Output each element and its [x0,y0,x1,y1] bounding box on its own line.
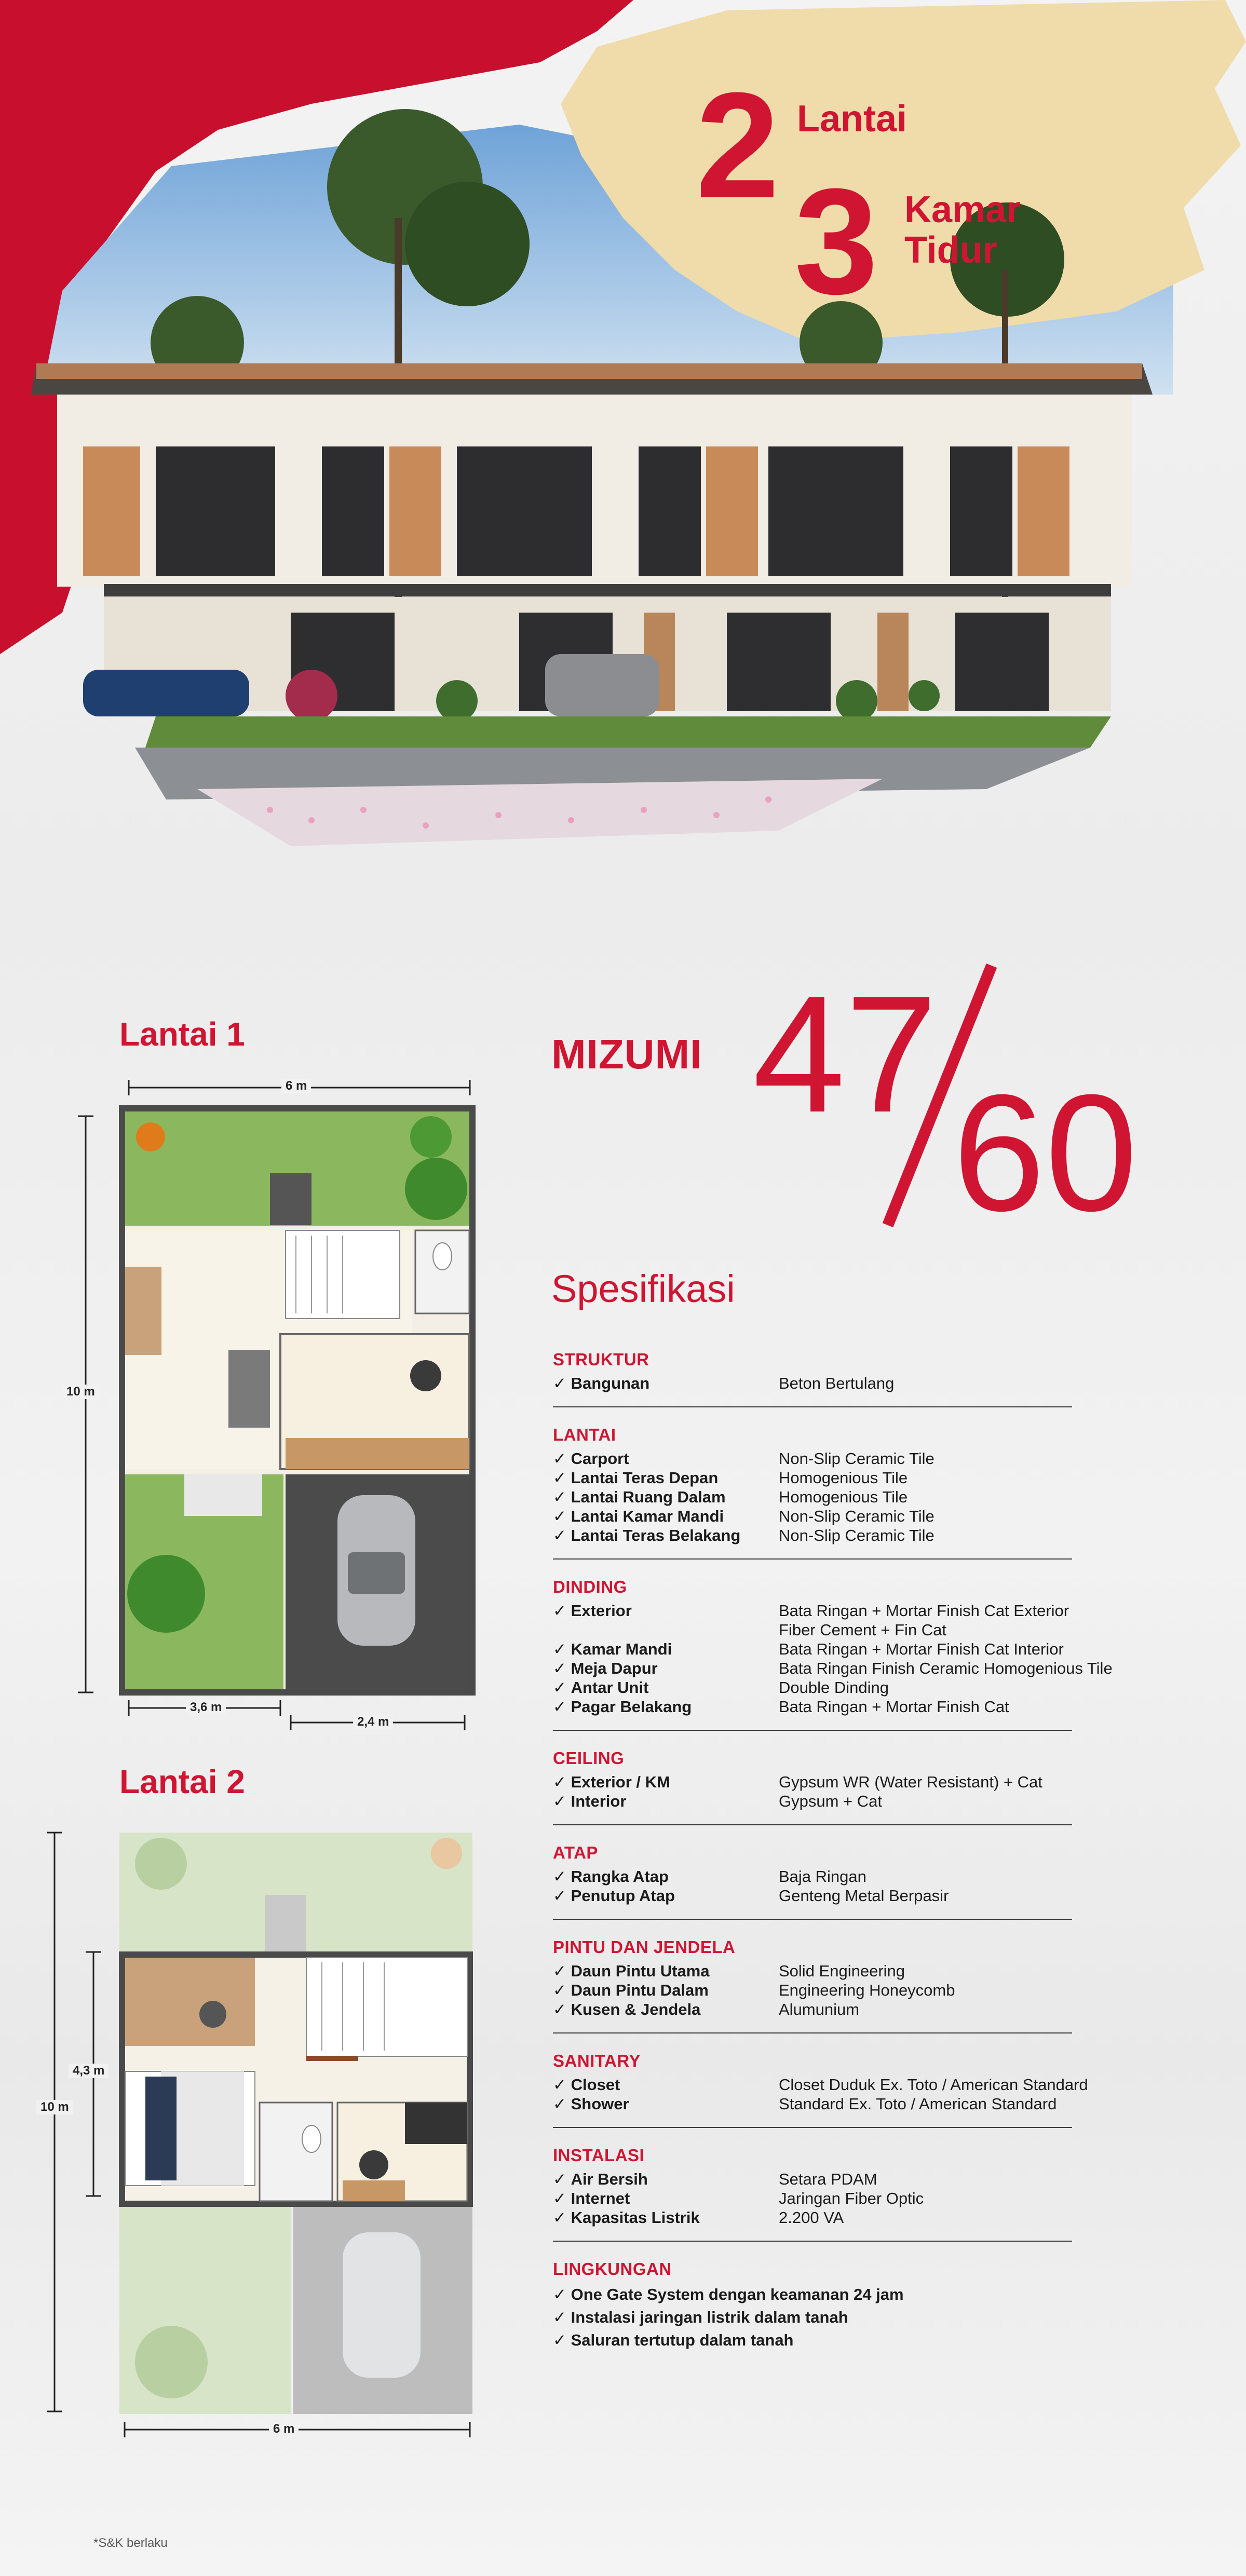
spec-value: Homogenious Tile [779,1469,908,1487]
spec-key: ✓ Lantai Ruang Dalam [553,1487,779,1507]
divider [553,2127,1072,2128]
floorplan-1-title: Lantai 1 [119,1015,245,1053]
bedrooms-number: 3 [794,157,878,326]
floorplan-1-carport-width-label: 2,4 m [353,1715,393,1729]
spec-group-ceiling [553,1748,1228,1811]
spec-value: Standard Ex. Toto / American Standard [779,2095,1057,2113]
floors-count-group [696,61,780,229]
car-icon [83,670,249,716]
toilet-icon [302,2125,321,2152]
floorplan-2-title: Lantai 2 [119,1763,245,1800]
spec-value: Alumunium [779,2000,860,2018]
spec-value: Fiber Cement + Fin Cat [779,1621,947,1639]
plant-icon [136,1122,165,1151]
spec-row [553,2000,1228,2019]
spec-group-sanitary [553,2051,1228,2113]
spec-group-dinding [553,1577,1228,1716]
spec-group-title: LANTAI [553,1425,616,1444]
land-area: 60 [953,1060,1137,1245]
floorplan-2-drawing [42,1822,488,2445]
spec-row [553,1792,1228,1811]
spec-row [553,1601,1228,1620]
spec-key: ✓ Exterior [553,1601,779,1620]
floorplan-2-room-depth-label: 4,3 m [69,2064,109,2078]
terms-footnote: *S&K berlaku [93,2536,168,2550]
spec-value: Jaringan Fiber Optic [779,2189,924,2207]
spec-value: Solid Engineering [779,1962,905,1980]
spec-key: ✓ Penutup Atap [553,1886,779,1905]
spec-group-title: CEILING [553,1748,625,1768]
spec-key: ✓ Air Bersih [553,2170,779,2189]
spec-key: ✓ Rangka Atap [553,1867,779,1886]
spec-group-title: SANITARY [553,2051,641,2070]
spec-key: ✓ Daun Pintu Dalam [553,1981,779,2000]
spec-value: Beton Bertulang [779,1374,895,1392]
spec-key: ✓ Antar Unit [553,1678,779,1697]
spec-value: Setara PDAM [779,2170,877,2188]
spec-group-lingkungan [553,2259,1228,2352]
spec-key: ✓ Lantai Kamar Mandi [553,1507,779,1526]
spec-row [553,1697,1228,1716]
spec-row [553,2094,1228,2113]
chair-icon [410,1360,441,1391]
floors-number: 2 [696,61,780,229]
spec-row [553,1620,1228,1639]
spec-group-title: PINTU DAN JENDELA [553,1937,736,1957]
plant-icon [127,1555,205,1633]
spec-row [553,1374,1228,1393]
spec-key: ✓ Kusen & Jendela [553,2000,779,2019]
floorplan-1-width-label: 6 m [281,1079,311,1093]
spec-row [553,1678,1228,1697]
divider [553,2032,1072,2033]
spec-row [553,1449,1228,1468]
spec-key: ✓ Exterior / KM [553,1772,779,1792]
spec-row [553,1468,1228,1487]
spec-value: Bata Ringan + Mortar Finish Cat [779,1698,1009,1716]
spec-key: ✓ Closet [553,2075,779,2094]
spec-value: Homogenious Tile [779,1488,908,1506]
floorplan-1-depth-label: 10 m [62,1385,99,1399]
spec-key: ✓ Kapasitas Listrik [553,2208,779,2227]
spec-row [553,1526,1228,1545]
spec-row [553,1961,1228,1981]
bedrooms-word-2: Tidur [904,229,997,271]
spec-value: Double Dinding [779,1678,889,1697]
spec-row [553,2189,1228,2208]
spec-row [553,1867,1228,1886]
floorplan-2-depth-label: 10 m [36,2100,73,2114]
spec-key: ✓ Kamar Mandi [553,1639,779,1659]
spec-value: Genteng Metal Berpasir [779,1887,949,1905]
divider [553,1730,1072,1731]
divider [553,1558,1072,1560]
floorplan-2-width-label: 6 m [269,2422,299,2436]
spec-key: ✓ Internet [553,2189,779,2208]
spec-value: Closet Duduk Ex. Toto / American Standard [779,2076,1088,2094]
bedrooms-word [904,189,1021,270]
spec-value: Bata Ringan Finish Ceramic Homogenious Tile [779,1659,1113,1677]
spec-row [553,1487,1228,1507]
divider [553,1824,1072,1825]
spec-group-pintu-jendela [553,1937,1228,2019]
spec-group-struktur [553,1350,1228,1393]
spec-value: 2.200 VA [779,2208,844,2227]
bedrooms-word-1: Kamar [904,189,1021,231]
spec-group-title: LINGKUNGAN [553,2259,672,2279]
spec-key: ✓ Carport [553,1449,779,1468]
spec-key: ✓ Lantai Teras Belakang [553,1526,779,1545]
spec-row [553,2170,1228,2189]
spec-row [553,1772,1228,1792]
divider [553,1919,1072,1920]
hero-illustration [0,0,1246,883]
spec-list [553,1350,1228,2352]
spec-key: ✓ Meja Dapur [553,1659,779,1678]
spec-key: ✓ Shower [553,2094,779,2113]
spec-value: Gypsum WR (Water Resistant) + Cat [779,1773,1042,1791]
spec-key: ✓ Lantai Teras Depan [553,1468,779,1487]
spec-row [553,1659,1228,1678]
spec-key: ✓ Daun Pintu Utama [553,1961,779,1981]
spec-row [553,2208,1228,2227]
divider [553,1406,1072,1407]
spec-environment-item: ✓ One Gate System dengan keamanan 24 jam [553,2283,1228,2306]
spec-value: Bata Ringan + Mortar Finish Cat Exterior [779,1602,1069,1620]
car-icon [545,654,659,716]
spec-group-title: DINDING [553,1577,627,1596]
spec-key: ✓ Interior [553,1792,779,1811]
spec-row [553,1981,1228,2000]
spec-group-title: INSTALASI [553,2146,645,2165]
building-area: 47 [753,961,938,1147]
spec-value: Non-Slip Ceramic Tile [779,1449,934,1468]
spec-key [553,1620,779,1639]
spec-row [553,1886,1228,1905]
spec-environment-item: ✓ Saluran tertutup dalam tanah [553,2329,1228,2352]
spec-value: Bata Ringan + Mortar Finish Cat Interior [779,1640,1064,1658]
spec-value: Gypsum + Cat [779,1792,882,1810]
spec-group-instalasi [553,2146,1228,2227]
spec-group-lantai [553,1425,1228,1545]
spec-value: Non-Slip Ceramic Tile [779,1526,934,1544]
toilet-icon [433,1243,452,1270]
spec-group-title: ATAP [553,1843,598,1862]
spec-value: Engineering Honeycomb [779,1981,955,1999]
spec-value: Non-Slip Ceramic Tile [779,1507,934,1525]
plant-icon [405,1158,467,1220]
divider [553,2241,1072,2242]
bedrooms-count-group [794,157,878,326]
floorplan-1-garden-width-label: 3,6 m [186,1700,226,1715]
floorplan-1-drawing [73,1069,488,1744]
spec-group-atap [553,1843,1228,1905]
product-name: MIZUMI [551,1031,702,1077]
spec-environment-item: ✓ Instalasi jaringan listrik dalam tanah [553,2306,1228,2329]
spec-title: Spesifikasi [551,1267,735,1310]
spec-row [553,2075,1228,2094]
spec-key: ✓ Bangunan [553,1374,779,1393]
spec-group-title: STRUKTUR [553,1350,649,1369]
chair-icon [199,2001,226,2028]
spec-row [553,1639,1228,1659]
spec-key: ✓ Pagar Belakang [553,1697,779,1716]
sofa-icon [228,1350,270,1428]
car-icon [343,2232,421,2378]
floors-word: Lantai [797,98,908,140]
chair-icon [359,2150,388,2179]
spec-row [553,1507,1228,1526]
spec-value: Baja Ringan [779,1867,866,1886]
